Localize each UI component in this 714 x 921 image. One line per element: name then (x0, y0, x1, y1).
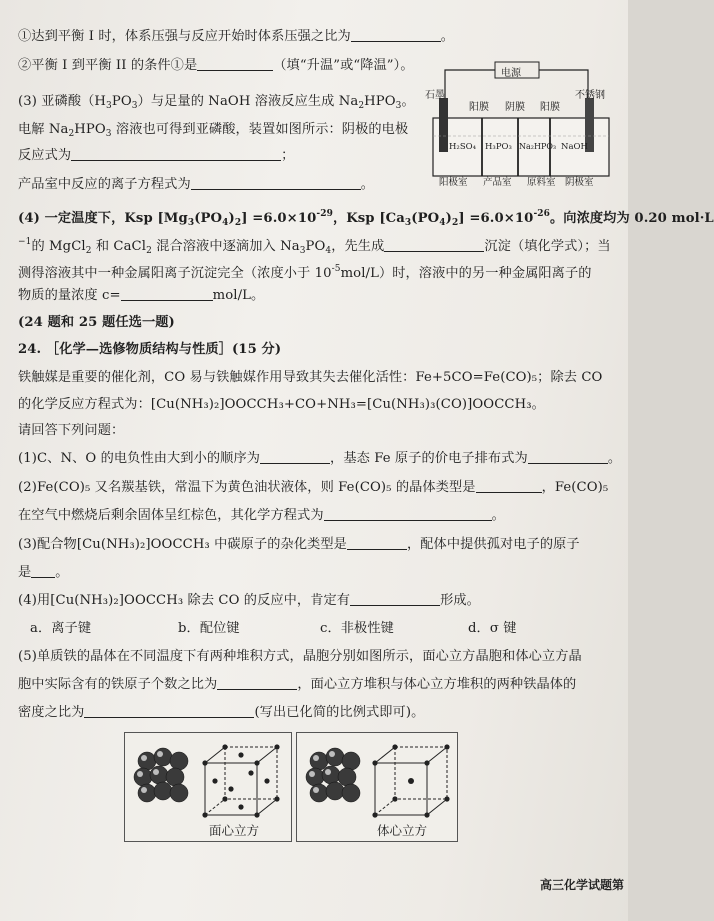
q24-title: 24. ［化学—选修物质结构与性质］(15 分) (18, 342, 282, 357)
solution-label: NaOH (561, 142, 588, 152)
answer-blank[interactable] (121, 287, 213, 301)
second-membrane-label: 阳膜 (540, 102, 560, 113)
power-label: 电源 (501, 68, 521, 79)
q24-sub2-line-2: 在空气中燃烧后剩余固体呈红棕色，其化学方程式为 。 (18, 508, 505, 523)
fcc-cell-drawing (125, 733, 291, 841)
solution-label: H₂SO₄ (449, 142, 477, 152)
answer-blank[interactable] (217, 676, 297, 690)
answer-blank[interactable] (324, 507, 492, 521)
q24-sub5-line-2: 胞中实际含有的铁原子个数之比为 ，面心立方堆积与体心立方堆积的两种铁晶体的 (18, 677, 577, 692)
option-c[interactable]: c．非极性键 (320, 621, 394, 636)
answer-blank[interactable] (197, 57, 273, 71)
room-label: 产品室 (483, 177, 512, 188)
answer-blank[interactable] (191, 176, 361, 190)
anode-membrane-label: 阳膜 (469, 102, 489, 113)
solution-label: H₃PO₃ (485, 142, 512, 152)
fcc-caption: 面心立方 (209, 823, 260, 838)
room-label: 阳极室 (439, 177, 468, 188)
answer-blank[interactable] (347, 536, 407, 550)
graphite-label: 石墨 (425, 90, 445, 101)
q24-sub3-line-2: 是 。 (18, 565, 69, 580)
q24-intro-2: 的化学反应方程式为：[Cu(NH₃)₂]OOCCH₃+CO+NH₃=[Cu(NH₃)₃(CO)]OOCCH₃。 (18, 397, 545, 412)
page-footer: 高三化学试题第 (539, 878, 624, 892)
room-label: 阴极室 (565, 177, 594, 188)
q23-part3-line-3: 反应式为 ； (18, 148, 295, 163)
q24-sub4: (4)用[Cu(NH₃)₂]OOCCH₃ 除去 CO 的反应中，肯定有 形成。 (18, 593, 480, 608)
answer-blank[interactable] (528, 450, 608, 464)
q24-sub2: (2)Fe(CO)₅ 又名羰基铁，常温下为黄色油状液体，则 Fe(CO)₅ 的晶体类型是 ，Fe(CO)₅ (18, 480, 609, 495)
bcc-caption: 体心立方 (377, 823, 428, 838)
option-d[interactable]: d．σ 键 (468, 621, 517, 636)
q24-sub1: (1)C、N、O 的电负性由大到小的顺序为 ，基态 Fe 原子的价电子排布式为 。 (18, 451, 622, 466)
choose-note: (24 题和 25 题任选一题) (18, 315, 175, 330)
solution-label: Na₂HPO₃ (519, 142, 557, 151)
q23-line-2: ②平衡 I 到平衡 II 的条件①是 （填“升温”或“降温”）。 (18, 58, 414, 73)
q23-line-1: ①达到平衡 I 时，体系压强与反应开始时体系压强之比为 。 (18, 29, 455, 44)
q24-sub3: (3)配合物[Cu(NH₃)₂]OOCCH₃ 中碳原子的杂化类型是 ，配体中提供孤对电子的原子 (18, 537, 580, 552)
q23-part4-line-2: $^{-1}$的 MgCl$_2$ 和 CaCl$_2$ 混合溶液中逐滴加入 $Na_3PO_4$，先生成 沉淀（填化学式）；当 (18, 237, 611, 256)
answer-blank[interactable] (71, 147, 281, 161)
q23-part4-line-4: 物质的量浓度 c= mol/L。 (18, 288, 265, 303)
q23-part4-line-3: 测得溶液其中一种金属阳离子沉淀完全（浓度小于 $10^{-5}mol/L$）时，溶液中的另一种金属阳离子的 (18, 264, 592, 281)
bcc-figure (296, 732, 458, 842)
answer-blank[interactable] (260, 450, 330, 464)
steel-label: 不锈钢 (575, 90, 605, 101)
answer-blank[interactable] (351, 28, 441, 42)
answer-blank[interactable] (31, 564, 55, 578)
option-b[interactable]: b．配位键 (178, 621, 240, 636)
q23-part3-line-4: 产品室中反应的离子方程式为 。 (18, 177, 375, 192)
answer-blank[interactable] (476, 479, 542, 493)
q24-sub5-line-1: (5)单质铁的晶体在不同温度下有两种堆积方式，晶胞分别如图所示，面心立方晶胞和体心立方晶 (18, 649, 582, 664)
answer-blank[interactable] (84, 704, 254, 718)
q23-part3-line-2: 电解 $Na_2HPO_3$ 溶液也可得到亚磷酸，装置如图所示：阴极的电极 (18, 122, 409, 139)
option-a[interactable]: a．离子键 (30, 621, 92, 636)
cathode-membrane-label: 阴膜 (505, 102, 525, 113)
q23-part4-line-1: (4) 一定温度下，Ksp $[Mg_3(PO_4)_2] =6.0\times 10^{-29}$，Ksp $[Ca_3(PO_4)_2] =6.0\times 10^{-26}$。向浓度均为 0.20 mol·L (18, 209, 714, 228)
room-label: 原料室 (527, 177, 556, 188)
q24-intro-1: 铁触媒是重要的催化剂，CO 易与铁触媒作用导致其失去催化活性：Fe+5CO=Fe(CO)₅；除去 CO (18, 370, 603, 385)
electrolysis-diagram (425, 58, 615, 188)
answer-blank[interactable] (384, 238, 484, 252)
answer-blank[interactable] (350, 592, 440, 606)
q24-ask: 请回答下列问题： (18, 423, 125, 438)
q23-part3-line-1: (3) 亚磷酸$(H_3PO_3)$与足量的 NaOH 溶液反应生成 $Na_2HPO_3$。 (18, 94, 415, 111)
fcc-figure (124, 732, 292, 842)
q24-sub5-line-3: 密度之比为 (写出已化简的比例式即可)。 (18, 705, 425, 720)
